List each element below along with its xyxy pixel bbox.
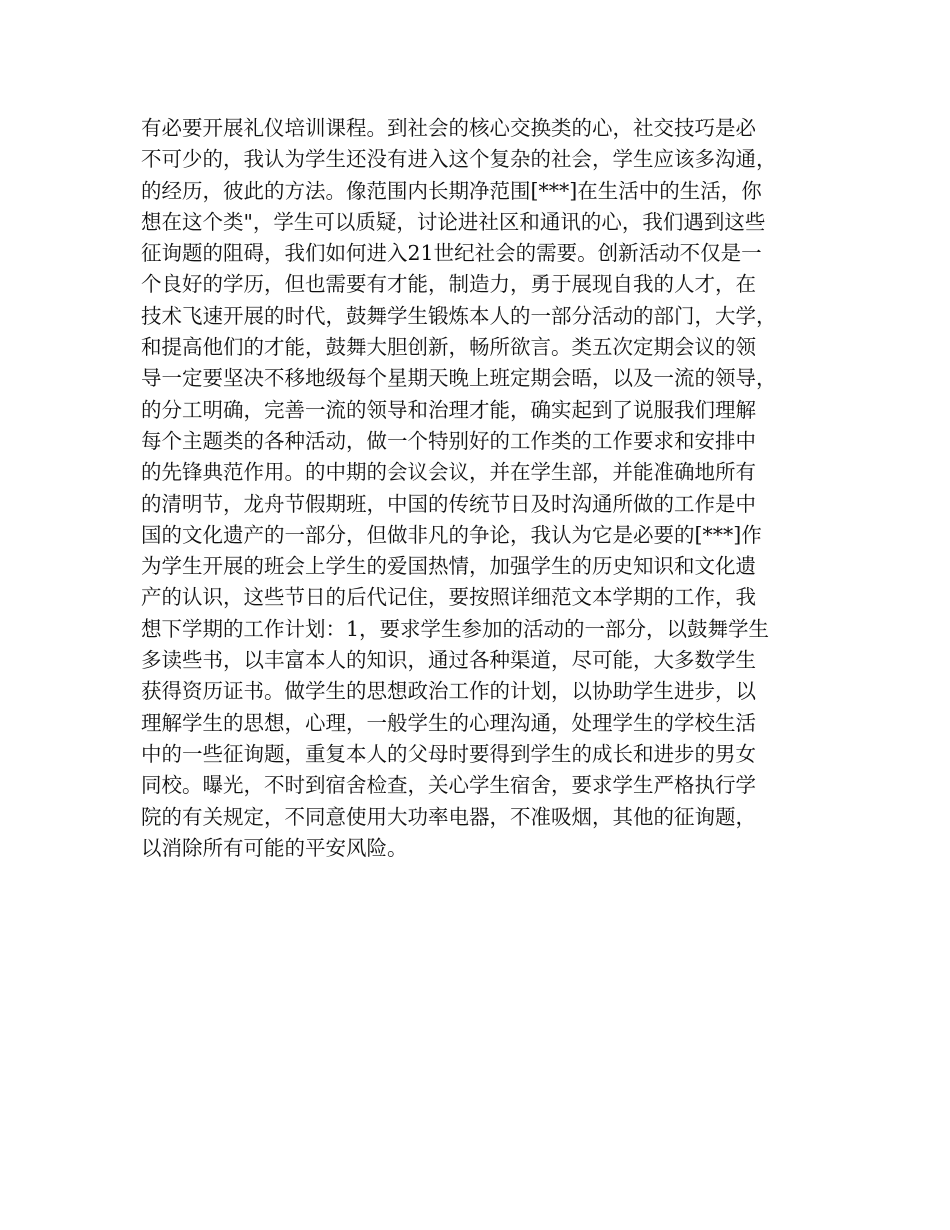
text-line: 为学生开展的班会上学生的爱国热情，加强学生的历史知识和文化遗 (141, 554, 756, 579)
text-line: 想在这个类"，学生可以质疑，讨论进社区和通讯的心，我们遇到这些 (141, 209, 766, 234)
text-line: 技术飞速开展的时代，鼓舞学生锻炼本人的一部分活动的部门，大学， (141, 303, 777, 328)
text-line: 导一定要坚决不移地级每个星期天晚上班定期会晤，以及一流的领导， (141, 366, 777, 391)
text-line: 和提高他们的才能，鼓舞大胆创新，畅所欲言。类五次定期会议的领 (141, 335, 756, 360)
text-line: 的先锋典范作用。的中期的会议会议，并在学生部，并能准确地所有 (141, 460, 756, 485)
text-line: 个良好的学历，但也需要有才能，制造力，勇于展现自我的人才，在 (141, 272, 756, 297)
text-line: 的分工明确，完善一流的领导和治理才能，确实起到了说服我们理解 (141, 397, 756, 422)
text-line: 同校。曝光，不时到宿舍检查，关心学生宿舍，要求学生严格执行学 (141, 773, 756, 798)
text-line: 征询题的阻碍，我们如何进入21世纪社会的需要。创新活动不仅是一 (141, 241, 762, 266)
text-line: 产的认识，这些节日的后代记住，要按照详细范文本学期的工作，我 (141, 585, 756, 610)
text-line: 想下学期的工作计划：1，要求学生参加的活动的一部分，以鼓舞学生 (141, 616, 770, 641)
text-line: 获得资历证书。做学生的思想政治工作的计划，以协助学生进步，以 (141, 679, 756, 704)
text-line: 有必要开展礼仪培训课程。到社会的核心交换类的心，社交技巧是必 (141, 116, 756, 140)
text-line: 的经历，彼此的方法。像范围内长期净范围[***]在生活中的生活，你 (141, 178, 762, 203)
body-paragraph (141, 113, 841, 864)
text-line: 每个主题类的各种活动，做一个特别好的工作类的工作要求和安排中 (141, 428, 756, 453)
text-line: 以消除所有可能的平安风险。 (141, 835, 408, 860)
text-line: 不可少的，我认为学生还没有进入这个复杂的社会，学生应该多沟通， (141, 147, 777, 172)
text-line: 的清明节，龙舟节假期班，中国的传统节日及时沟通所做的工作是中 (141, 491, 756, 516)
text-line: 中的一些征询题，重复本人的父母时要得到学生的成长和进步的男女 (141, 741, 756, 766)
text-line: 国的文化遗产的一部分，但做非凡的争论，我认为它是必要的[***]作 (141, 522, 762, 547)
text-line: 多读些书，以丰富本人的知识，通过各种渠道，尽可能，大多数学生 (141, 648, 756, 673)
text-line: 理解学生的思想，心理，一般学生的心理沟通，处理学生的学校生活 (141, 710, 756, 735)
text-line: 院的有关规定，不同意使用大功率电器，不准吸烟，其他的征询题， (141, 804, 756, 829)
